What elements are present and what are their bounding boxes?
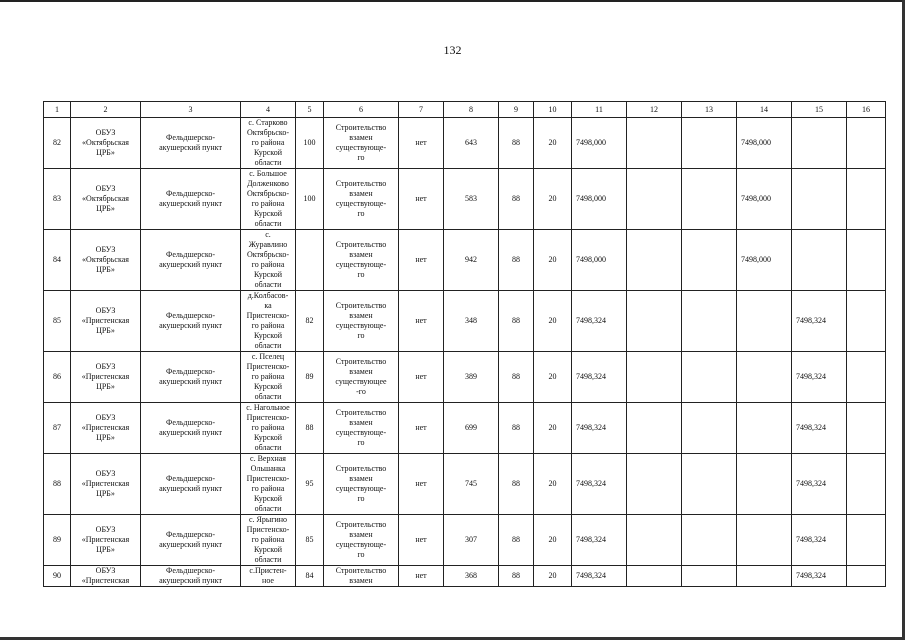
amount-16-cell — [847, 169, 886, 230]
header-cell: 6 — [324, 102, 399, 118]
location-cell: с. Верхная Ольшанка Пристенско- го района Курской области — [241, 454, 296, 515]
value-10-cell: 20 — [534, 118, 572, 169]
amount-12-cell — [627, 352, 682, 403]
value-7-cell: нет — [399, 515, 444, 566]
amount-13-cell — [682, 403, 737, 454]
value-5-cell: 100 — [296, 118, 324, 169]
value-8-cell: 745 — [444, 454, 499, 515]
header-cell: 12 — [627, 102, 682, 118]
amount-11-cell: 7498,324 — [572, 515, 627, 566]
value-5-cell: 95 — [296, 454, 324, 515]
amount-12-cell — [627, 454, 682, 515]
amount-13-cell — [682, 169, 737, 230]
table-header — [44, 102, 886, 118]
amount-14-cell — [737, 566, 792, 587]
data-table — [43, 101, 886, 587]
amount-12-cell — [627, 515, 682, 566]
amount-12-cell — [627, 169, 682, 230]
location-cell: д.Колбасов- ка Пристенско- го района Курской области — [241, 291, 296, 352]
table-row — [44, 515, 886, 566]
header-cell: 13 — [682, 102, 737, 118]
value-10-cell: 20 — [534, 515, 572, 566]
value-7-cell: нет — [399, 403, 444, 454]
header-cell: 14 — [737, 102, 792, 118]
work-type-cell: Строительство взамен существующе- го — [324, 454, 399, 515]
facility-type-cell: Фельдшерско- акушерский пункт — [141, 515, 241, 566]
value-9-cell: 88 — [499, 291, 534, 352]
header-cell: 8 — [444, 102, 499, 118]
value-9-cell: 88 — [499, 169, 534, 230]
row-number-cell: 82 — [44, 118, 71, 169]
table-row — [44, 454, 886, 515]
organization-cell: ОБУЗ «Пристенская ЦРБ» — [71, 291, 141, 352]
location-cell: с. Журавлино Октябрьско- го района Курской области — [241, 230, 296, 291]
amount-13-cell — [682, 454, 737, 515]
value-10-cell: 20 — [534, 352, 572, 403]
header-cell: 7 — [399, 102, 444, 118]
table-row — [44, 169, 886, 230]
value-8-cell: 348 — [444, 291, 499, 352]
value-7-cell: нет — [399, 230, 444, 291]
header-row — [44, 102, 886, 118]
amount-12-cell — [627, 118, 682, 169]
value-9-cell: 88 — [499, 352, 534, 403]
value-9-cell: 88 — [499, 454, 534, 515]
header-cell: 4 — [241, 102, 296, 118]
facility-type-cell: Фельдшерско- акушерский пункт — [141, 169, 241, 230]
organization-cell: ОБУЗ «Октябрьская ЦРБ» — [71, 230, 141, 291]
row-number-cell: 86 — [44, 352, 71, 403]
amount-13-cell — [682, 566, 737, 587]
facility-type-cell: Фельдшерско- акушерский пункт — [141, 352, 241, 403]
amount-12-cell — [627, 403, 682, 454]
value-5-cell: 84 — [296, 566, 324, 587]
row-number-cell: 83 — [44, 169, 71, 230]
value-7-cell: нет — [399, 169, 444, 230]
value-7-cell: нет — [399, 291, 444, 352]
value-8-cell: 699 — [444, 403, 499, 454]
work-type-cell: Строительство взамен существующе- го — [324, 515, 399, 566]
work-type-cell: Строительство взамен существующе- го — [324, 291, 399, 352]
value-9-cell: 88 — [499, 118, 534, 169]
header-cell: 3 — [141, 102, 241, 118]
amount-14-cell — [737, 403, 792, 454]
header-cell: 10 — [534, 102, 572, 118]
work-type-cell: Строительство взамен существующе- го — [324, 118, 399, 169]
value-7-cell: нет — [399, 118, 444, 169]
amount-16-cell — [847, 454, 886, 515]
row-number-cell: 85 — [44, 291, 71, 352]
amount-12-cell — [627, 230, 682, 291]
row-number-cell: 88 — [44, 454, 71, 515]
location-cell: с. Большое Долженково Октябрьско- го района Курской области — [241, 169, 296, 230]
row-number-cell: 89 — [44, 515, 71, 566]
amount-11-cell: 7498,000 — [572, 169, 627, 230]
amount-16-cell — [847, 403, 886, 454]
scan-edge-top — [0, 0, 905, 2]
value-5-cell: 85 — [296, 515, 324, 566]
header-cell: 5 — [296, 102, 324, 118]
amount-16-cell — [847, 230, 886, 291]
value-7-cell: нет — [399, 454, 444, 515]
amount-12-cell — [627, 291, 682, 352]
value-8-cell: 389 — [444, 352, 499, 403]
amount-11-cell: 7498,324 — [572, 566, 627, 587]
amount-14-cell — [737, 515, 792, 566]
amount-13-cell — [682, 291, 737, 352]
facility-type-cell: Фельдшерско- акушерский пункт — [141, 291, 241, 352]
amount-11-cell: 7498,324 — [572, 403, 627, 454]
facility-type-cell: Фельдшерско- акушерский пункт — [141, 118, 241, 169]
location-cell: с. Старково Октябрьско- го района Курской области — [241, 118, 296, 169]
value-7-cell: нет — [399, 352, 444, 403]
value-9-cell: 88 — [499, 566, 534, 587]
work-type-cell: Строительство взамен существующее -го — [324, 352, 399, 403]
amount-16-cell — [847, 352, 886, 403]
amount-16-cell — [847, 515, 886, 566]
organization-cell: ОБУЗ «Пристенская ЦРБ» — [71, 403, 141, 454]
value-8-cell: 942 — [444, 230, 499, 291]
value-8-cell: 583 — [444, 169, 499, 230]
amount-15-cell: 7498,324 — [792, 566, 847, 587]
location-cell: с. Пселец Пристенско- го района Курской области — [241, 352, 296, 403]
header-cell: 16 — [847, 102, 886, 118]
value-9-cell: 88 — [499, 230, 534, 291]
amount-16-cell — [847, 291, 886, 352]
amount-13-cell — [682, 515, 737, 566]
amount-13-cell — [682, 118, 737, 169]
amount-16-cell — [847, 566, 886, 587]
row-number-cell: 87 — [44, 403, 71, 454]
header-cell: 11 — [572, 102, 627, 118]
table-row — [44, 566, 886, 587]
value-8-cell: 307 — [444, 515, 499, 566]
amount-14-cell — [737, 352, 792, 403]
amount-14-cell: 7498,000 — [737, 230, 792, 291]
page-number: 132 — [443, 43, 462, 57]
value-8-cell: 368 — [444, 566, 499, 587]
header-cell: 9 — [499, 102, 534, 118]
facility-type-cell: Фельдшерско- акушерский пункт — [141, 403, 241, 454]
value-5-cell: 82 — [296, 291, 324, 352]
value-5-cell: 100 — [296, 169, 324, 230]
work-type-cell: Строительство взамен — [324, 566, 399, 587]
work-type-cell: Строительство взамен существующе- го — [324, 230, 399, 291]
value-9-cell: 88 — [499, 515, 534, 566]
value-5-cell — [296, 230, 324, 291]
table-row — [44, 291, 886, 352]
header-cell: 1 — [44, 102, 71, 118]
amount-15-cell — [792, 169, 847, 230]
value-7-cell: нет — [399, 566, 444, 587]
amount-16-cell — [847, 118, 886, 169]
amount-15-cell: 7498,324 — [792, 403, 847, 454]
amount-14-cell: 7498,000 — [737, 169, 792, 230]
amount-15-cell: 7498,324 — [792, 352, 847, 403]
location-cell: с. Нагольное Пристенско- го района Курской области — [241, 403, 296, 454]
value-9-cell: 88 — [499, 403, 534, 454]
value-10-cell: 20 — [534, 403, 572, 454]
location-cell: с.Пристен- ное — [241, 566, 296, 587]
header-cell: 2 — [71, 102, 141, 118]
table-row — [44, 118, 886, 169]
work-type-cell: Строительство взамен существующе- го — [324, 403, 399, 454]
amount-11-cell: 7498,324 — [572, 352, 627, 403]
value-10-cell: 20 — [534, 230, 572, 291]
value-10-cell: 20 — [534, 454, 572, 515]
row-number-cell: 90 — [44, 566, 71, 587]
header-cell: 15 — [792, 102, 847, 118]
amount-11-cell: 7498,000 — [572, 118, 627, 169]
location-cell: с. Ярыгино Пристенско- го района Курской области — [241, 515, 296, 566]
amount-11-cell: 7498,324 — [572, 291, 627, 352]
organization-cell: ОБУЗ «Пристенская ЦРБ» — [71, 454, 141, 515]
value-8-cell: 643 — [444, 118, 499, 169]
amount-11-cell: 7498,000 — [572, 230, 627, 291]
value-10-cell: 20 — [534, 291, 572, 352]
amount-14-cell: 7498,000 — [737, 118, 792, 169]
amount-15-cell: 7498,324 — [792, 515, 847, 566]
organization-cell: ОБУЗ «Октябрьская ЦРБ» — [71, 169, 141, 230]
organization-cell: ОБУЗ «Пристенская ЦРБ» — [71, 352, 141, 403]
amount-15-cell — [792, 118, 847, 169]
value-5-cell: 89 — [296, 352, 324, 403]
facility-type-cell: Фельдшерско- акушерский пункт — [141, 230, 241, 291]
amount-13-cell — [682, 352, 737, 403]
value-5-cell: 88 — [296, 403, 324, 454]
facility-type-cell: Фельдшерско- акушерский пункт — [141, 454, 241, 515]
value-10-cell: 20 — [534, 566, 572, 587]
amount-12-cell — [627, 566, 682, 587]
table-body — [44, 118, 886, 587]
facility-type-cell: Фельдшерско- акушерский пункт — [141, 566, 241, 587]
amount-15-cell — [792, 230, 847, 291]
amount-11-cell: 7498,324 — [572, 454, 627, 515]
amount-13-cell — [682, 230, 737, 291]
amount-15-cell: 7498,324 — [792, 454, 847, 515]
work-type-cell: Строительство взамен существующе- го — [324, 169, 399, 230]
amount-14-cell — [737, 454, 792, 515]
organization-cell: ОБУЗ «Пристенская ЦРБ» — [71, 515, 141, 566]
row-number-cell: 84 — [44, 230, 71, 291]
table-row — [44, 230, 886, 291]
organization-cell: ОБУЗ «Пристенская — [71, 566, 141, 587]
value-10-cell: 20 — [534, 169, 572, 230]
amount-14-cell — [737, 291, 792, 352]
table-row — [44, 352, 886, 403]
amount-15-cell: 7498,324 — [792, 291, 847, 352]
table-row — [44, 403, 886, 454]
organization-cell: ОБУЗ «Октябрьская ЦРБ» — [71, 118, 141, 169]
